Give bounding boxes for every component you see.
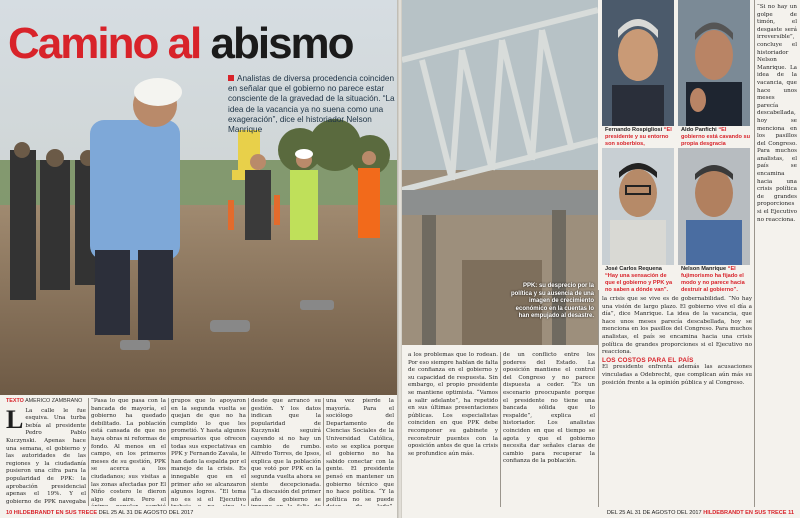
byline-prefix: TEXTO	[6, 398, 24, 404]
headline	[8, 19, 353, 68]
body-col5-p1: una vez pierde la mayoría. Para el sociólogo del Departamento de Ciencias Sociales de la Universidad Católica, esto se explica porque el gobierno no ha sabido conectar con la gente.	[326, 398, 394, 473]
portrait-name-rospigliosi: Fernando Rospigliosi	[605, 127, 663, 133]
folio-right-pub: HILDEBRANDT EN SUS TRECE	[703, 510, 787, 516]
column-rule	[598, 290, 599, 507]
portrait-quote-rospigliosi: “El presidente y su entorno son soberbios,	[605, 127, 672, 147]
right-col1-p2: Sin embargo, el propio presidente se mantiene optimista. “Vamos a salir adelante”, ha repetido en sus últimas presentaciones públicas.	[408, 374, 498, 419]
deck	[228, 74, 398, 135]
column-rule	[754, 0, 755, 507]
portrait-panfichi	[678, 0, 750, 135]
byline-author: AMÉRICO ZAMBRANO	[25, 398, 83, 404]
portrait-quote-manrique: “El fujimorismo ha fijado el modo y no parece hacia destruir al gobierno”.	[681, 266, 745, 293]
body-col4-p2: Alfredo Torres, de Ipsos, explica que la población que votó por PPK en la segunda vuelta ahora se siente decepcionada. “La discusión del primer año de gobierno se	[251, 451, 321, 503]
folio-left-pub: HILDEBRANDT EN SUS TRECE	[13, 510, 98, 516]
body-col5-p2: El presidente pensó en mantener un gobierno técnico que no hace política. “Y la política no se puede	[326, 466, 394, 503]
right-col2-p3: Los analistas coinciden en que el tiempo se agota y que el gobierno necesita dar señales claras de cambio para recuperar la confianza de la población.	[503, 420, 595, 465]
column-rule	[500, 352, 501, 507]
column-rule	[88, 398, 89, 506]
right-column-4	[757, 4, 797, 507]
body-column-1	[6, 398, 86, 506]
portrait-name-manrique: Nelson Manrique	[681, 266, 727, 272]
right-col3-p2: La idea de la vacancia, que hace unos meses parecía descabellada, hoy se menciona en los pasillos del Congreso. Para muchos analistas, el país se encamina hacia una crisis política de grandes proporciones si el Ejecutivo no reacciona.	[602, 311, 752, 356]
right-col4-p1: El presidente enfrenta además las acusaciones vinculadas a Odebrecht, que complican aún más su posición frente a la opinión pública y al Congreso.	[602, 364, 752, 386]
folio-left	[6, 510, 193, 516]
body-column-4	[251, 398, 321, 506]
body-column-5	[326, 398, 394, 506]
body-col4-p1: desde que arrancó su gestión. Y los datos indican que la popularidad de Kuczynski seguirá cayendo si no hay un cambio de rumbo.	[251, 398, 321, 450]
right-col3-p2-repeat: La idea de la vacancia, que hace unos meses parecía descabellada, hoy se menciona en los pasillos del Congreso. Para muchos analistas, el país se encamina hacia una crisis política de grandes proporciones si el Ejecutivo no reacciona.	[757, 64, 797, 223]
right-col1-p1: a los problemas que lo rodean. Por eso siempre hablan de falta de confianza en el gobierno y su capacidad de respuesta.	[408, 352, 498, 381]
byline	[6, 398, 86, 406]
dropcap: L	[6, 404, 24, 434]
folio-right	[607, 510, 794, 516]
overlay-caption	[506, 283, 594, 321]
portrait-quote-requena: “Hay una sensación de que el gobierno y PPK ya no saben a dónde van”.	[605, 273, 673, 293]
portrait-caption-manrique	[678, 265, 754, 295]
portrait-manrique	[678, 148, 750, 266]
right-column-1	[408, 352, 498, 507]
folio-left-date: DEL 25 AL 31 DE AGOSTO DEL 2017	[98, 510, 194, 516]
body-left-p4: Al menos en el campo, en los primeros meses de su gestión, PPK se acerca a los ciudadanos; sus visitas a las zonas afectadas por El Niño costero le dieron algo de aire. Pero el	[91, 443, 166, 503]
folio-left-num: 10	[6, 510, 13, 516]
column-rule	[168, 398, 169, 506]
portrait-rospigliosi	[602, 0, 674, 135]
headline-part1: Camino al	[8, 19, 201, 68]
right-subhead: LOS COSTOS PARA EL PAÍS	[602, 356, 694, 364]
portrait-name-panfichi: Aldo Panfichi	[681, 127, 717, 133]
portrait-name-requena: José Carlos Requena	[605, 266, 662, 272]
right-column-3	[602, 296, 752, 508]
body-left-p1: La calle le fue esquiva. Una turba bebía al presidente Pedro Pablo Kuczynski. Apenas hace una semana, el gobierno y las autoridades de las regiones y la ciudadanía pusieron una cifra para la popularidad de PPK: la aprobación presidencial apenas el 19%. Y el gobierno de PPK navegaba	[6, 407, 86, 505]
body-mid-p2: Es innegable que en el primer año se alcanzaron algunos logros. “El tema no es si el Ejecutivo	[171, 466, 246, 503]
column-rule	[248, 398, 249, 506]
body-left-p3: “Pasa lo que pasa con la bancada de mayoría, el gobierno ha quedado debilitado. La población está cansada de que no haya obras ni reformas de fondo.	[91, 398, 166, 450]
right-col2-p2: “Es un escenario preocupante porque el presidente no tiene una bancada sólida que lo respalde”, explica el historiador.	[503, 382, 595, 427]
right-col2-p1: de un conflicto entre los poderes del Estado. La oposición mantiene el control del Congreso y no parece dispuesta a ceder.	[503, 352, 595, 389]
folio-right-num: 11	[788, 510, 794, 516]
portrait-requena	[602, 148, 674, 266]
right-page	[402, 0, 800, 518]
bullet-square-icon	[228, 75, 234, 81]
headline-part2: abismo	[210, 19, 353, 68]
right-col3-p1: la crisis que se vive es de gobernabilidad. “No hay una visión de largo plazo. El gobierno vive el día a día”, dice Manrique.	[602, 296, 752, 318]
right-col4-p2: “Si no hay un golpe de timón, el desgaste será irreversible”, concluye el historiador Nelson Manrique.	[757, 4, 797, 71]
body-column-3	[171, 398, 246, 506]
left-page	[0, 0, 398, 518]
folio-right-date: DEL 25 AL 31 DE AGOSTO DEL 2017	[606, 510, 702, 516]
portrait-caption-requena	[602, 265, 678, 295]
body-mid-p1: grupos que lo apoyaron en la segunda vuelta se quejan de que no ha cumplido lo que les prometió. Y hasta algunos empresarios que ofrecen todas sus expectativas en PPK y Fernando Zavala, le han dado la espalda por el manejo de la crisis.	[171, 398, 246, 473]
right-column-2	[503, 352, 595, 507]
body-column-2	[91, 398, 166, 506]
deck-text: Analistas de diversa procedencia coinciden en señalar que el gobierno no parece estar consciente de la gravedad de la situación. “La idea de la vacancia ya no suena como una exageración”, dice el historiador Nelson Manrique	[228, 74, 395, 135]
column-rule	[323, 398, 324, 506]
right-col1-p3: Los especialistas coinciden en que PPK debe recomponer su gabinete y reconstruir puentes con la oposición antes de que la crisis se profundice aún más.	[408, 412, 498, 457]
portrait-quote-panfichi: “El gobierno está cavando su propia desgracia	[681, 127, 751, 147]
overlay-caption-text: PPK: su desprecio por la política y su ausencia de una imagen de crecimiento económico en la cuentas lo han empujado al desastre.	[510, 283, 594, 319]
